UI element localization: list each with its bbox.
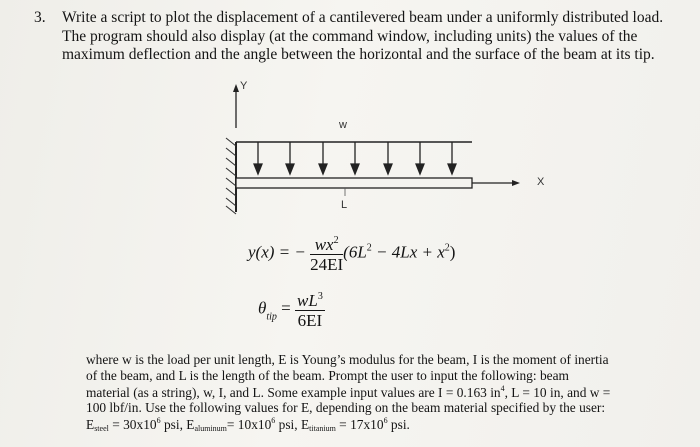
e-aluminum-exp: 6: [271, 416, 276, 425]
deflection-rhs-c: ): [449, 242, 456, 262]
e-aluminum-label: E: [186, 417, 195, 432]
paragraph-line-4: 100 lbf/in. Use the following values for E, depending on the beam material specified by the user:: [86, 400, 606, 415]
deflection-rhs-b: − 4Lx + x: [371, 242, 445, 262]
length-label: L: [341, 199, 348, 211]
theta-subscript: tip: [266, 311, 277, 323]
deflection-numerator-exp: 2: [333, 235, 339, 246]
load-label: w: [339, 119, 347, 131]
tip-numerator: wL: [297, 291, 318, 310]
deflection-numerator: wx: [314, 235, 334, 254]
deflection-rhs-a-exp: 2: [366, 242, 372, 254]
deflection-lhs: y(x) = −: [248, 242, 306, 262]
e-steel-sub: steel: [94, 424, 109, 433]
y-axis-label: Y: [240, 80, 248, 92]
e-titanium-exp: 6: [383, 416, 388, 425]
question-line-2: The program should also display (at the command window, including units) the values of the: [62, 28, 638, 45]
e-aluminum-sub: aluminum: [194, 424, 227, 433]
y-axis-arrow: [233, 84, 239, 92]
wall-hatching: [226, 138, 236, 214]
e-titanium-unit: psi.: [387, 417, 410, 432]
tip-denominator: 6EI: [297, 311, 323, 330]
question-number: 3.: [34, 9, 46, 26]
paragraph-line-3-end: , L = 10 in, and w =: [504, 385, 611, 400]
paragraph-line-3-text: material (as a string), w, I, and L. Some example input values are I = 0.163 in: [86, 385, 501, 400]
e-titanium-label: E: [300, 417, 310, 432]
e-titanium-sub: titanium: [309, 424, 336, 433]
beam: [236, 178, 472, 188]
e-aluminum-unit: psi,: [275, 417, 301, 432]
deflection-denominator: 24EI: [310, 255, 344, 274]
tip-equals: =: [281, 298, 291, 318]
e-steel-label: E: [86, 417, 95, 432]
e-aluminum-value: = 10x10: [226, 417, 272, 432]
tip-numerator-exp: 3: [317, 291, 323, 302]
deflection-rhs-a: (6L: [343, 242, 367, 262]
x-axis-arrow: [512, 180, 520, 186]
paragraph-line-1: where w is the load per unit length, E is Young’s modulus for the beam, I is the moment of inertia: [86, 352, 609, 367]
x-axis-label: X: [537, 176, 545, 188]
tip-angle-equation: [258, 288, 325, 331]
e-steel-value: = 30x10: [108, 417, 157, 432]
question-line-1: Write a script to plot the displacement of a cantilevered beam under a uniformly distributed load.: [62, 9, 664, 26]
tip-fraction: [295, 288, 325, 331]
question-line-3: maximum deflection and the angle between the horizontal and the surface of the beam at its tip.: [62, 46, 655, 63]
e-titanium-value: = 17x10: [335, 417, 384, 432]
paragraph-line-3: [86, 384, 610, 401]
e-steel-exp: 6: [156, 416, 161, 425]
theta-symbol: θ: [258, 298, 267, 318]
load-arrows: [254, 142, 456, 174]
deflection-equation: [248, 232, 455, 275]
paragraph-line-5: [86, 416, 410, 433]
e-steel-unit: psi,: [160, 417, 187, 432]
paragraph-line-2: of the beam, and L is the length of the beam. Prompt the user to input the following: beam: [86, 368, 569, 383]
paragraph-line-3-exp: 4: [500, 384, 505, 393]
deflection-rhs-b-exp: 2: [444, 242, 450, 254]
deflection-fraction: [310, 232, 343, 275]
